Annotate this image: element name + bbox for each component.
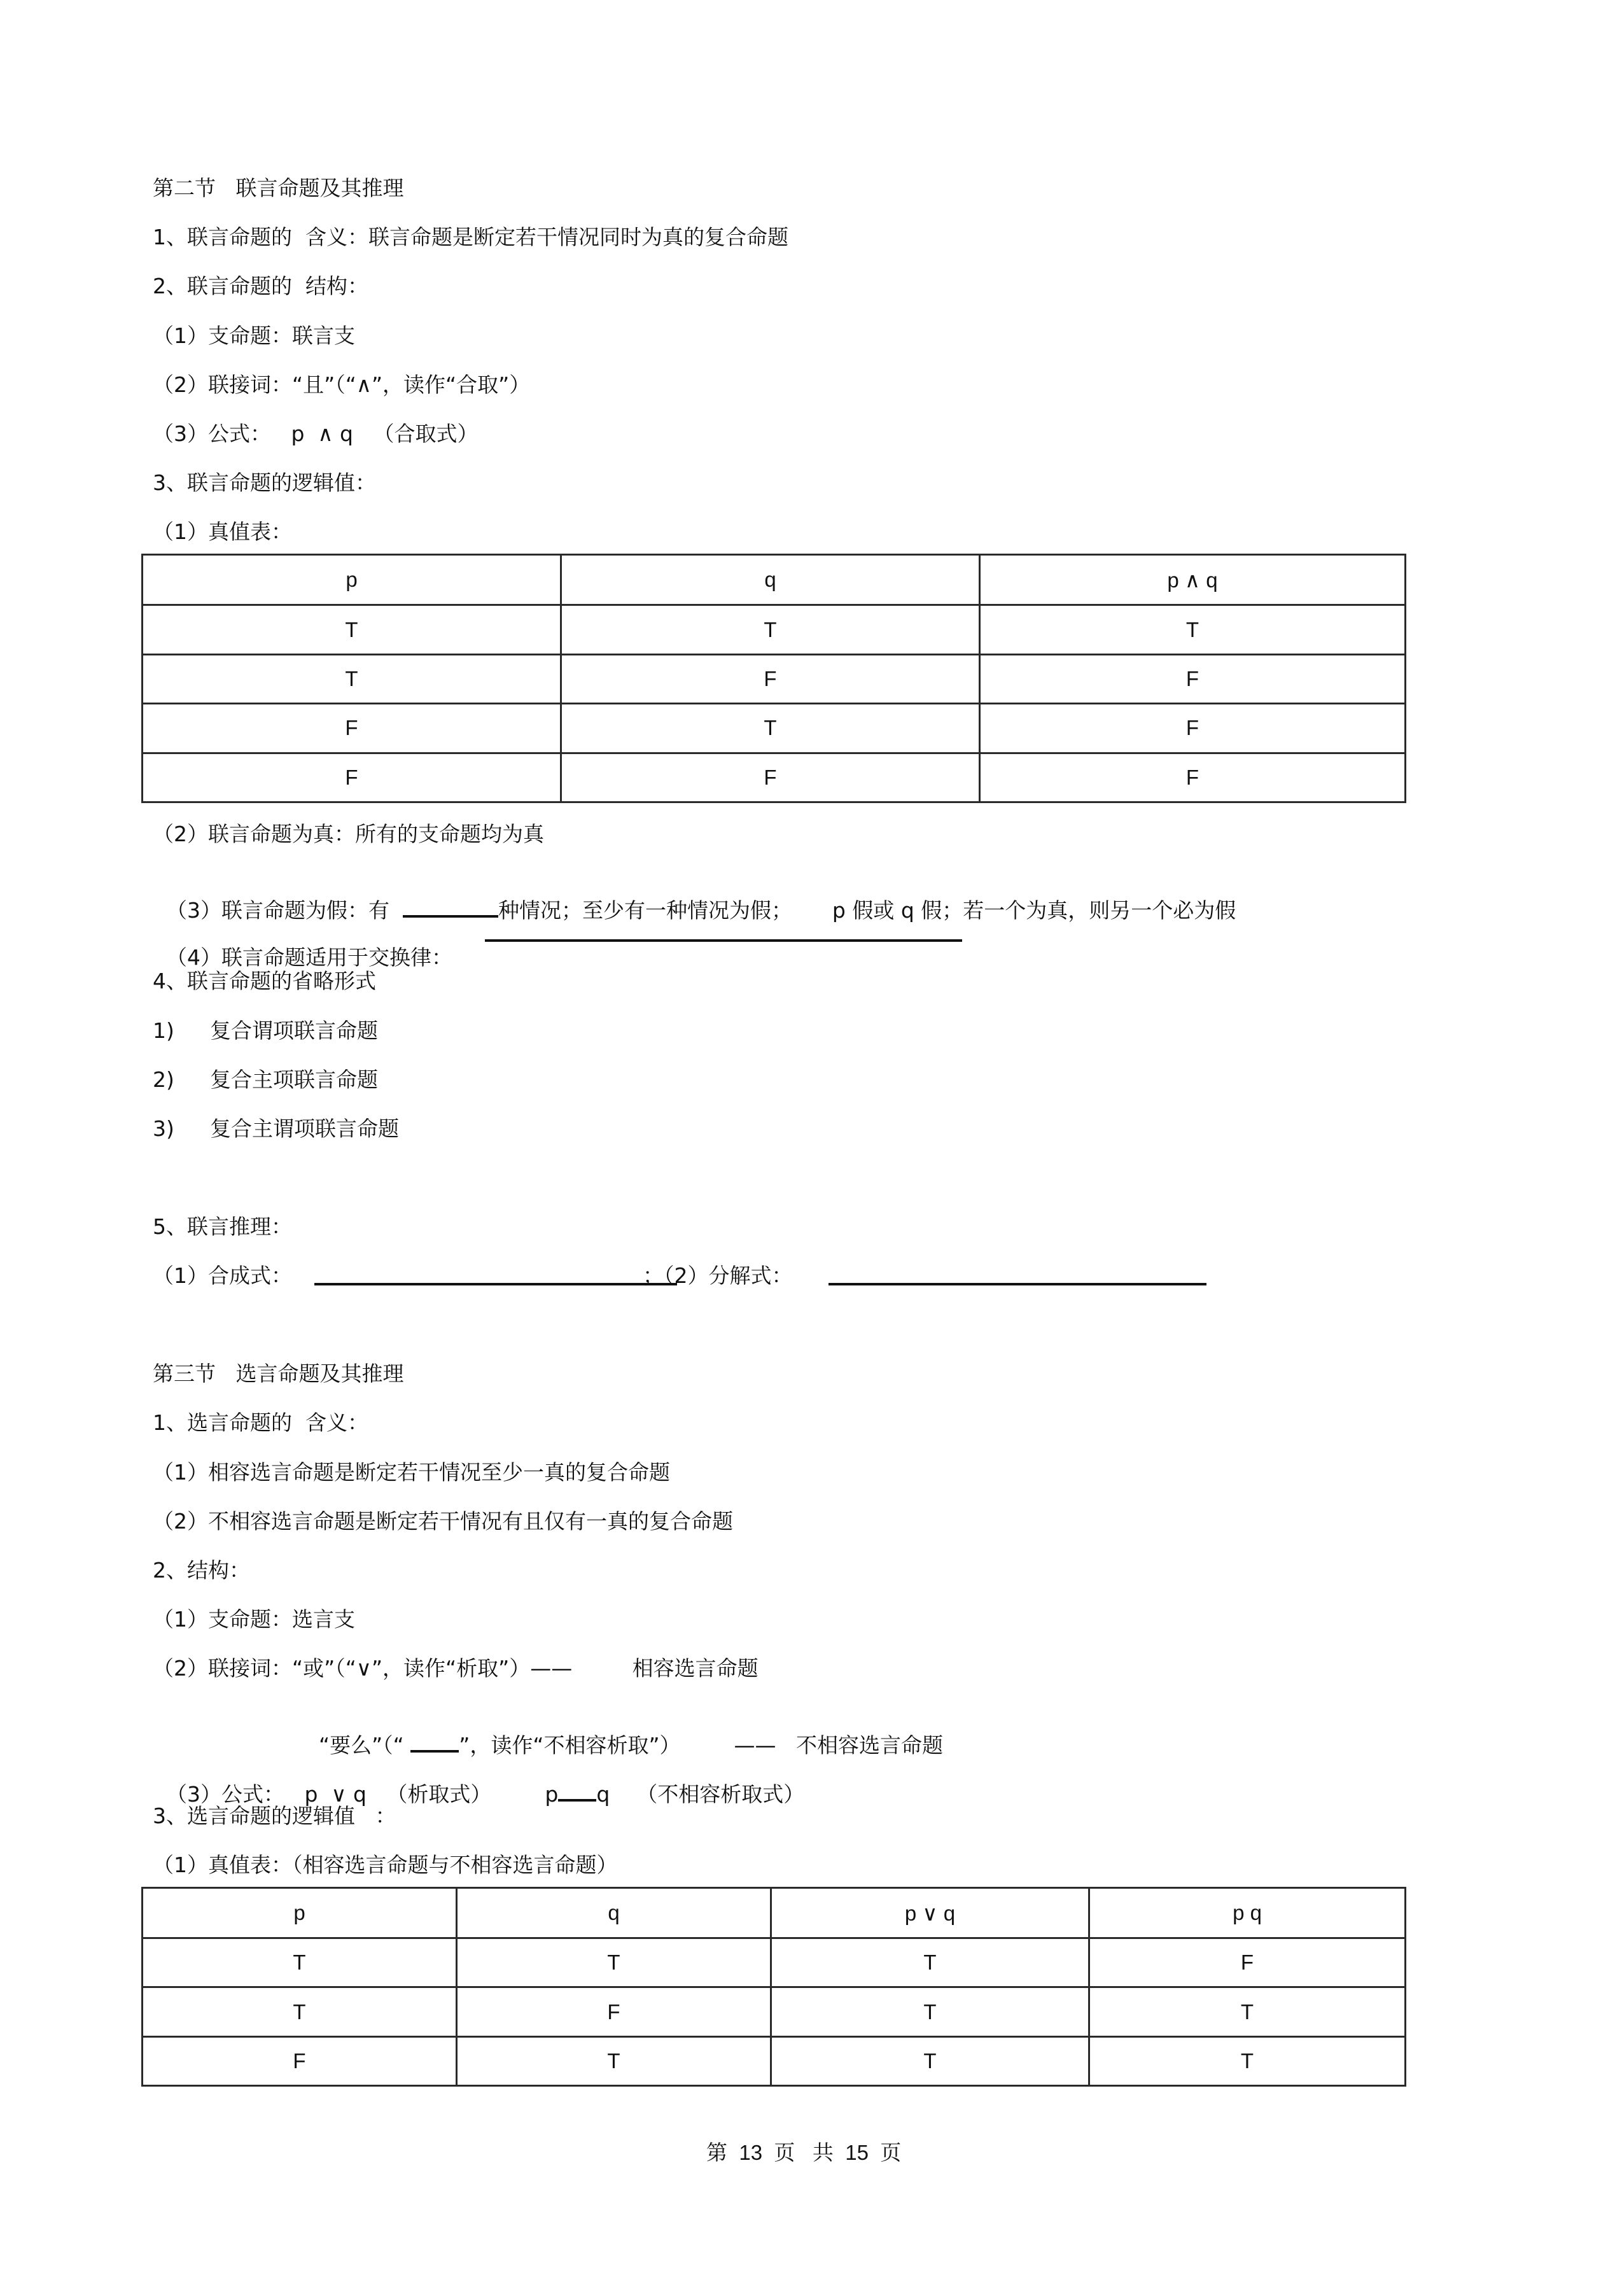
table-header-cell: p — [143, 1888, 457, 1938]
omitted-form-num: 3) — [153, 1116, 174, 1141]
omitted-form-num: 2) — [153, 1067, 174, 1092]
table-cell: T — [1089, 2036, 1406, 2085]
omitted-forms-heading: 4、联言命题的省略形式 — [153, 969, 376, 993]
formula-suffix: q （不相容析取式） — [596, 1782, 805, 1807]
fill-blank[interactable] — [558, 1780, 596, 1802]
omitted-form-text: 复合谓项联言命题 — [210, 1018, 378, 1043]
page-footer: 第 13 页 共 15 页 — [706, 2141, 902, 2164]
section3-connective-either — [305, 1705, 943, 1758]
section2-logic-heading: 3、联言命题的逻辑值： — [153, 470, 376, 495]
table-cell: T — [980, 605, 1406, 654]
section3-title: 第三节 选言命题及其推理 — [153, 1361, 404, 1386]
conjunctive-inference-heading: 5、联言推理： — [153, 1214, 292, 1239]
section3-truth-table-label: （1）真值表：（相容选言命题与不相容选言命题） — [153, 1852, 618, 1877]
table-cell: F — [143, 2036, 457, 2085]
table-cell: T — [143, 1987, 457, 2036]
conjunction-false-rule-suffix: 种情况；至少有一种情况为假； p 假或 q 假；若一个为真，则另一个必为假 — [498, 898, 1236, 923]
section2-definition: 1、联言命题的 含义：联言命题是断定若干情况同时为真的复合命题 — [153, 225, 788, 249]
section3-structure-heading: 2、结构： — [153, 1558, 250, 1583]
table-cell: T — [771, 2036, 1089, 2085]
conjunction-truth-table — [141, 554, 1406, 803]
table-cell: T — [143, 605, 561, 654]
table-header-cell: p q — [1089, 1888, 1406, 1938]
either-prefix: “要么”（“ — [318, 1733, 411, 1758]
section3-formula — [153, 1754, 804, 1807]
fill-blank[interactable] — [314, 1264, 677, 1285]
table-cell: T — [457, 2036, 771, 2085]
table-row — [143, 753, 1406, 802]
table-cell: F — [980, 753, 1406, 802]
table-cell: F — [143, 753, 561, 802]
table-header-cell: q — [561, 555, 980, 605]
formula-prefix: （3）公式： p ∨ q （析取式） p — [165, 1782, 559, 1807]
section3-connective-or: （2）联接词：“或”（“∨”，读作“析取”）—— 相容选言命题 — [153, 1656, 759, 1681]
table-cell: F — [561, 753, 980, 802]
disjunction-truth-table — [141, 1887, 1406, 2087]
table-header-cell: q — [457, 1888, 771, 1938]
decomposition-label: ；（2）分解式： — [643, 1263, 793, 1288]
table-cell: F — [980, 654, 1406, 703]
section2-formula: （3）公式： p ∧ q （合取式） — [153, 421, 479, 446]
table-cell: T — [771, 1938, 1089, 1987]
table-header-row — [143, 555, 1406, 605]
either-suffix: ”，读作“不相容析取”） —— 不相容选言命题 — [459, 1733, 943, 1758]
table-row — [143, 1987, 1406, 2036]
table-header-cell: p ∨ q — [771, 1888, 1089, 1938]
omitted-form-text: 复合主谓项联言命题 — [210, 1116, 399, 1141]
table-cell: T — [143, 654, 561, 703]
incompatible-definition: （2）不相容选言命题是断定若干情况有且仅有一真的复合命题 — [153, 1509, 733, 1534]
table-cell: T — [771, 1987, 1089, 2036]
table-cell: T — [561, 605, 980, 654]
section3-definition-heading: 1、选言命题的 含义： — [153, 1410, 368, 1435]
omitted-form-num: 1) — [153, 1018, 174, 1043]
table-cell: F — [980, 704, 1406, 753]
commutative-law — [153, 920, 452, 970]
table-header-row — [143, 1888, 1406, 1938]
conjunction-true-rule: （2）联言命题为真：所有的支命题均为真 — [153, 822, 544, 846]
conjunction-false-rule-prefix: （3）联言命题为假：有 — [165, 898, 403, 923]
table-cell: F — [457, 1987, 771, 2036]
table-row — [143, 2036, 1406, 2085]
table-row — [143, 654, 1406, 703]
table-cell: T — [143, 1938, 457, 1987]
table-cell: T — [457, 1938, 771, 1987]
section2-branch: （1）支命题：联言支 — [153, 323, 355, 348]
section2-structure-heading: 2、联言命题的 结构： — [153, 274, 368, 298]
section2-truth-table-label: （1）真值表： — [153, 519, 292, 544]
section2-connective: （2）联接词：“且”（“∧”，读作“合取”） — [153, 372, 531, 397]
section3-logic-heading: 3、选言命题的逻辑值 ： — [153, 1803, 396, 1828]
compatible-definition: （1）相容选言命题是断定若干情况至少一真的复合命题 — [153, 1460, 670, 1485]
fill-blank[interactable] — [828, 1264, 1206, 1285]
fill-blank[interactable] — [485, 920, 962, 942]
fill-blank[interactable] — [403, 896, 498, 918]
section3-branch: （1）支命题：选言支 — [153, 1607, 355, 1632]
omitted-form-text: 复合主项联言命题 — [210, 1067, 378, 1092]
commutative-law-label: （4）联言命题适用于交换律： — [165, 945, 452, 970]
table-row — [143, 1938, 1406, 1987]
synthesis-label: （1）合成式： — [153, 1263, 292, 1288]
table-header-cell: p ∧ q — [980, 555, 1406, 605]
table-cell: T — [1089, 1987, 1406, 2036]
table-cell: F — [1089, 1938, 1406, 1987]
table-row — [143, 605, 1406, 654]
table-row — [143, 704, 1406, 753]
conjunction-false-rule — [153, 871, 1236, 923]
table-cell: F — [561, 654, 980, 703]
table-cell: T — [561, 704, 980, 753]
fill-blank[interactable] — [410, 1731, 459, 1753]
table-cell: F — [143, 704, 561, 753]
section2-title: 第二节 联言命题及其推理 — [153, 176, 404, 200]
table-header-cell: p — [143, 555, 561, 605]
